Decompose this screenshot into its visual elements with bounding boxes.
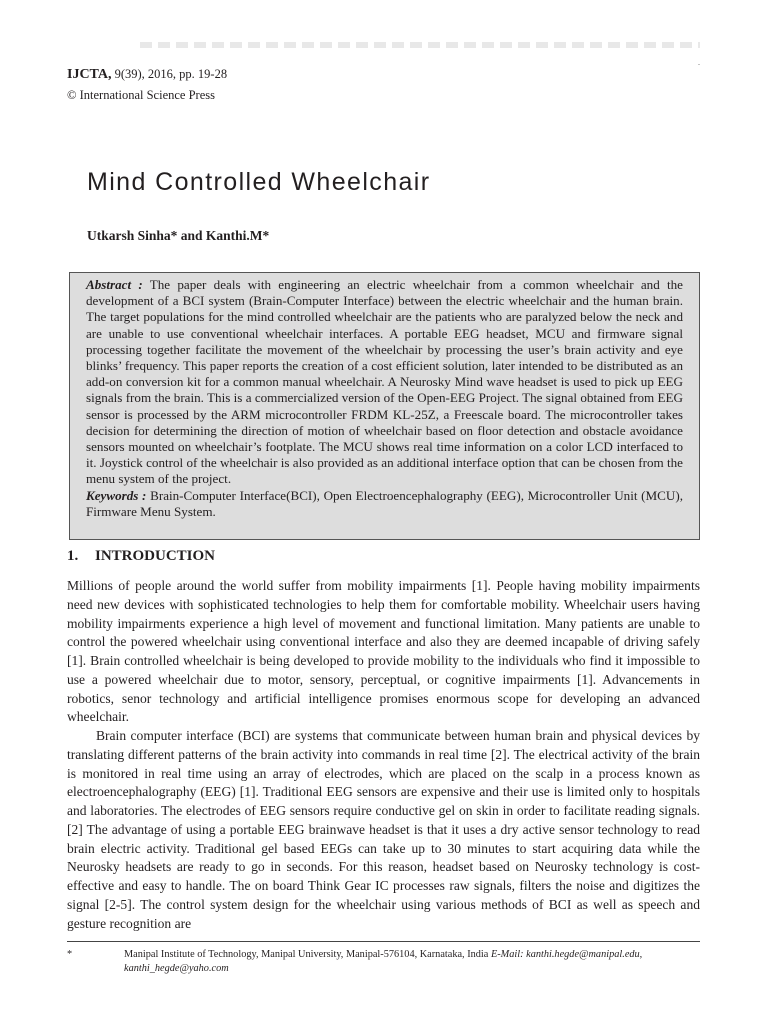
abstract-text: The paper deals with engineering an electric wheelchair from a common wheelchair and the development of a BCI system (Brain-Computer Interface) between the electric wheelchair and the human brain. The target populations for the mind controlled wheelchair are the patients who are paralyzed below the neck and are unable to use conventional wheelchair interfaces. A portable EEG headset, MCU and firmware signal processing together facilitate the movement of the wheelchair by processing the user’s brain activity and eye blinks’ frequency. This paper reports the creation of a cost efficient solution, later intended to be distributed as an add-on conversion kit for a common manual wheelchair. A Neurosky Mind wave headset is used to pick up EEG signals from the brain. This is a commercialized version of the Open-EEG Project. The signal obtained from EEG sensor is processed by the ARM microcontroller FRDM KL-25Z, a Freescale board. The microcontroller takes decision for determining the direction of motion of wheelchair based on floor detection and obstacle avoidance sensors mounted on wheelchair’s footplate. The MCU shows real time information on a color LCD interfaced to it. Joystick control of the wheelchair is also provided as an additional interface option that can be chosen from the menu system of the project. xyxy=(86,277,683,487)
intro-paragraph-1: Millions of people around the world suffer from mobility impairments [1]. People having mobility impairments need new devices with sophisticated technologies to help them for comfortable mobility. Wheelchair users having mobility impairments experience a high level of movement and functional limitation. Many patients are unable to control the powered wheelchair using conventional interface and also they are deemed incapable of driving safely [1]. Brain controlled wheelchair is being developed to provide mobility to the individuals who find it impossible to use a powered wheelchair due to motor, sensory, perceptual, or cognitive impairments [1]. Advancements in robotics, senor technology and artificial intelligence promises enormous scope for developing an advanced wheelchair. xyxy=(67,578,700,725)
footnote-marker: * xyxy=(67,949,73,960)
keywords-label: Keywords : xyxy=(86,487,147,503)
author-list: Utkarsh Sinha* and Kanthi.M* xyxy=(87,228,270,243)
footnote-affiliation: Manipal Institute of Technology, Manipal University, Manipal-576104, Karnataka, India xyxy=(124,949,489,960)
footnote-email-label: E-Mail: xyxy=(490,949,524,960)
footnote-text xyxy=(124,948,700,975)
footnote-emails: kanthi.hegde@manipal.edu, kanthi_hegde@yaho.com xyxy=(124,949,643,974)
introduction-body xyxy=(67,577,700,933)
section-title: INTRODUCTION xyxy=(95,548,216,564)
keywords-text: Brain-Computer Interface(BCI), Open Electroencephalography (EEG), Microcontroller Unit (MCU), Firmware Menu System. xyxy=(86,487,683,519)
intro-paragraph-2: Brain computer interface (BCI) are systems that communicate between human brain and physical devices by translating different patterns of the brain activity into commands in real time [2]. The electrical activity of the brain is monitored in real time using an array of electrodes, which are placed on the scalp in a process known as electroencephalography (EEG) [1]. Traditional EEG sensors are expensive and their use is limited only to hospitals and laboratories. The electrodes of EEG sensors require conductive gel on skin in order to facilitate reading signals.[2] The advantage of using a portable EEG brainwave headset is that it uses a dry active sensor technology to read brain electric activity. Traditional gel based EEGs can take up to 30 minutes to start acquiring data while the Neurosky headsets are ready to go in seconds. For this reason, headset based on Neurosky technology is cost-effective and easy to handle. The on board Think Gear IC processes raw signals, filters the noise and digitizes the signal [2-5]. The control system design for the wheelchair using various methods of BCI as well as speech and gesture recognition are xyxy=(67,728,700,931)
abstract-label: Abstract : xyxy=(86,277,143,292)
footnote xyxy=(67,948,700,975)
abstract-box xyxy=(69,272,700,540)
publisher: © International Science Press xyxy=(67,88,215,102)
page-mark: . xyxy=(698,58,700,67)
paper-title: Mind Controlled Wheelchair xyxy=(87,168,431,196)
abstract-paragraph xyxy=(86,277,683,488)
journal-info xyxy=(67,66,227,103)
running-header-faint xyxy=(140,42,700,48)
section-heading xyxy=(67,548,215,565)
section-number: 1. xyxy=(67,548,79,564)
keywords-paragraph xyxy=(86,488,683,520)
journal-citation: 9(39), 2016, pp. 19-28 xyxy=(114,67,228,81)
journal-name: IJCTA, xyxy=(67,67,112,82)
footnote-rule xyxy=(67,941,700,942)
